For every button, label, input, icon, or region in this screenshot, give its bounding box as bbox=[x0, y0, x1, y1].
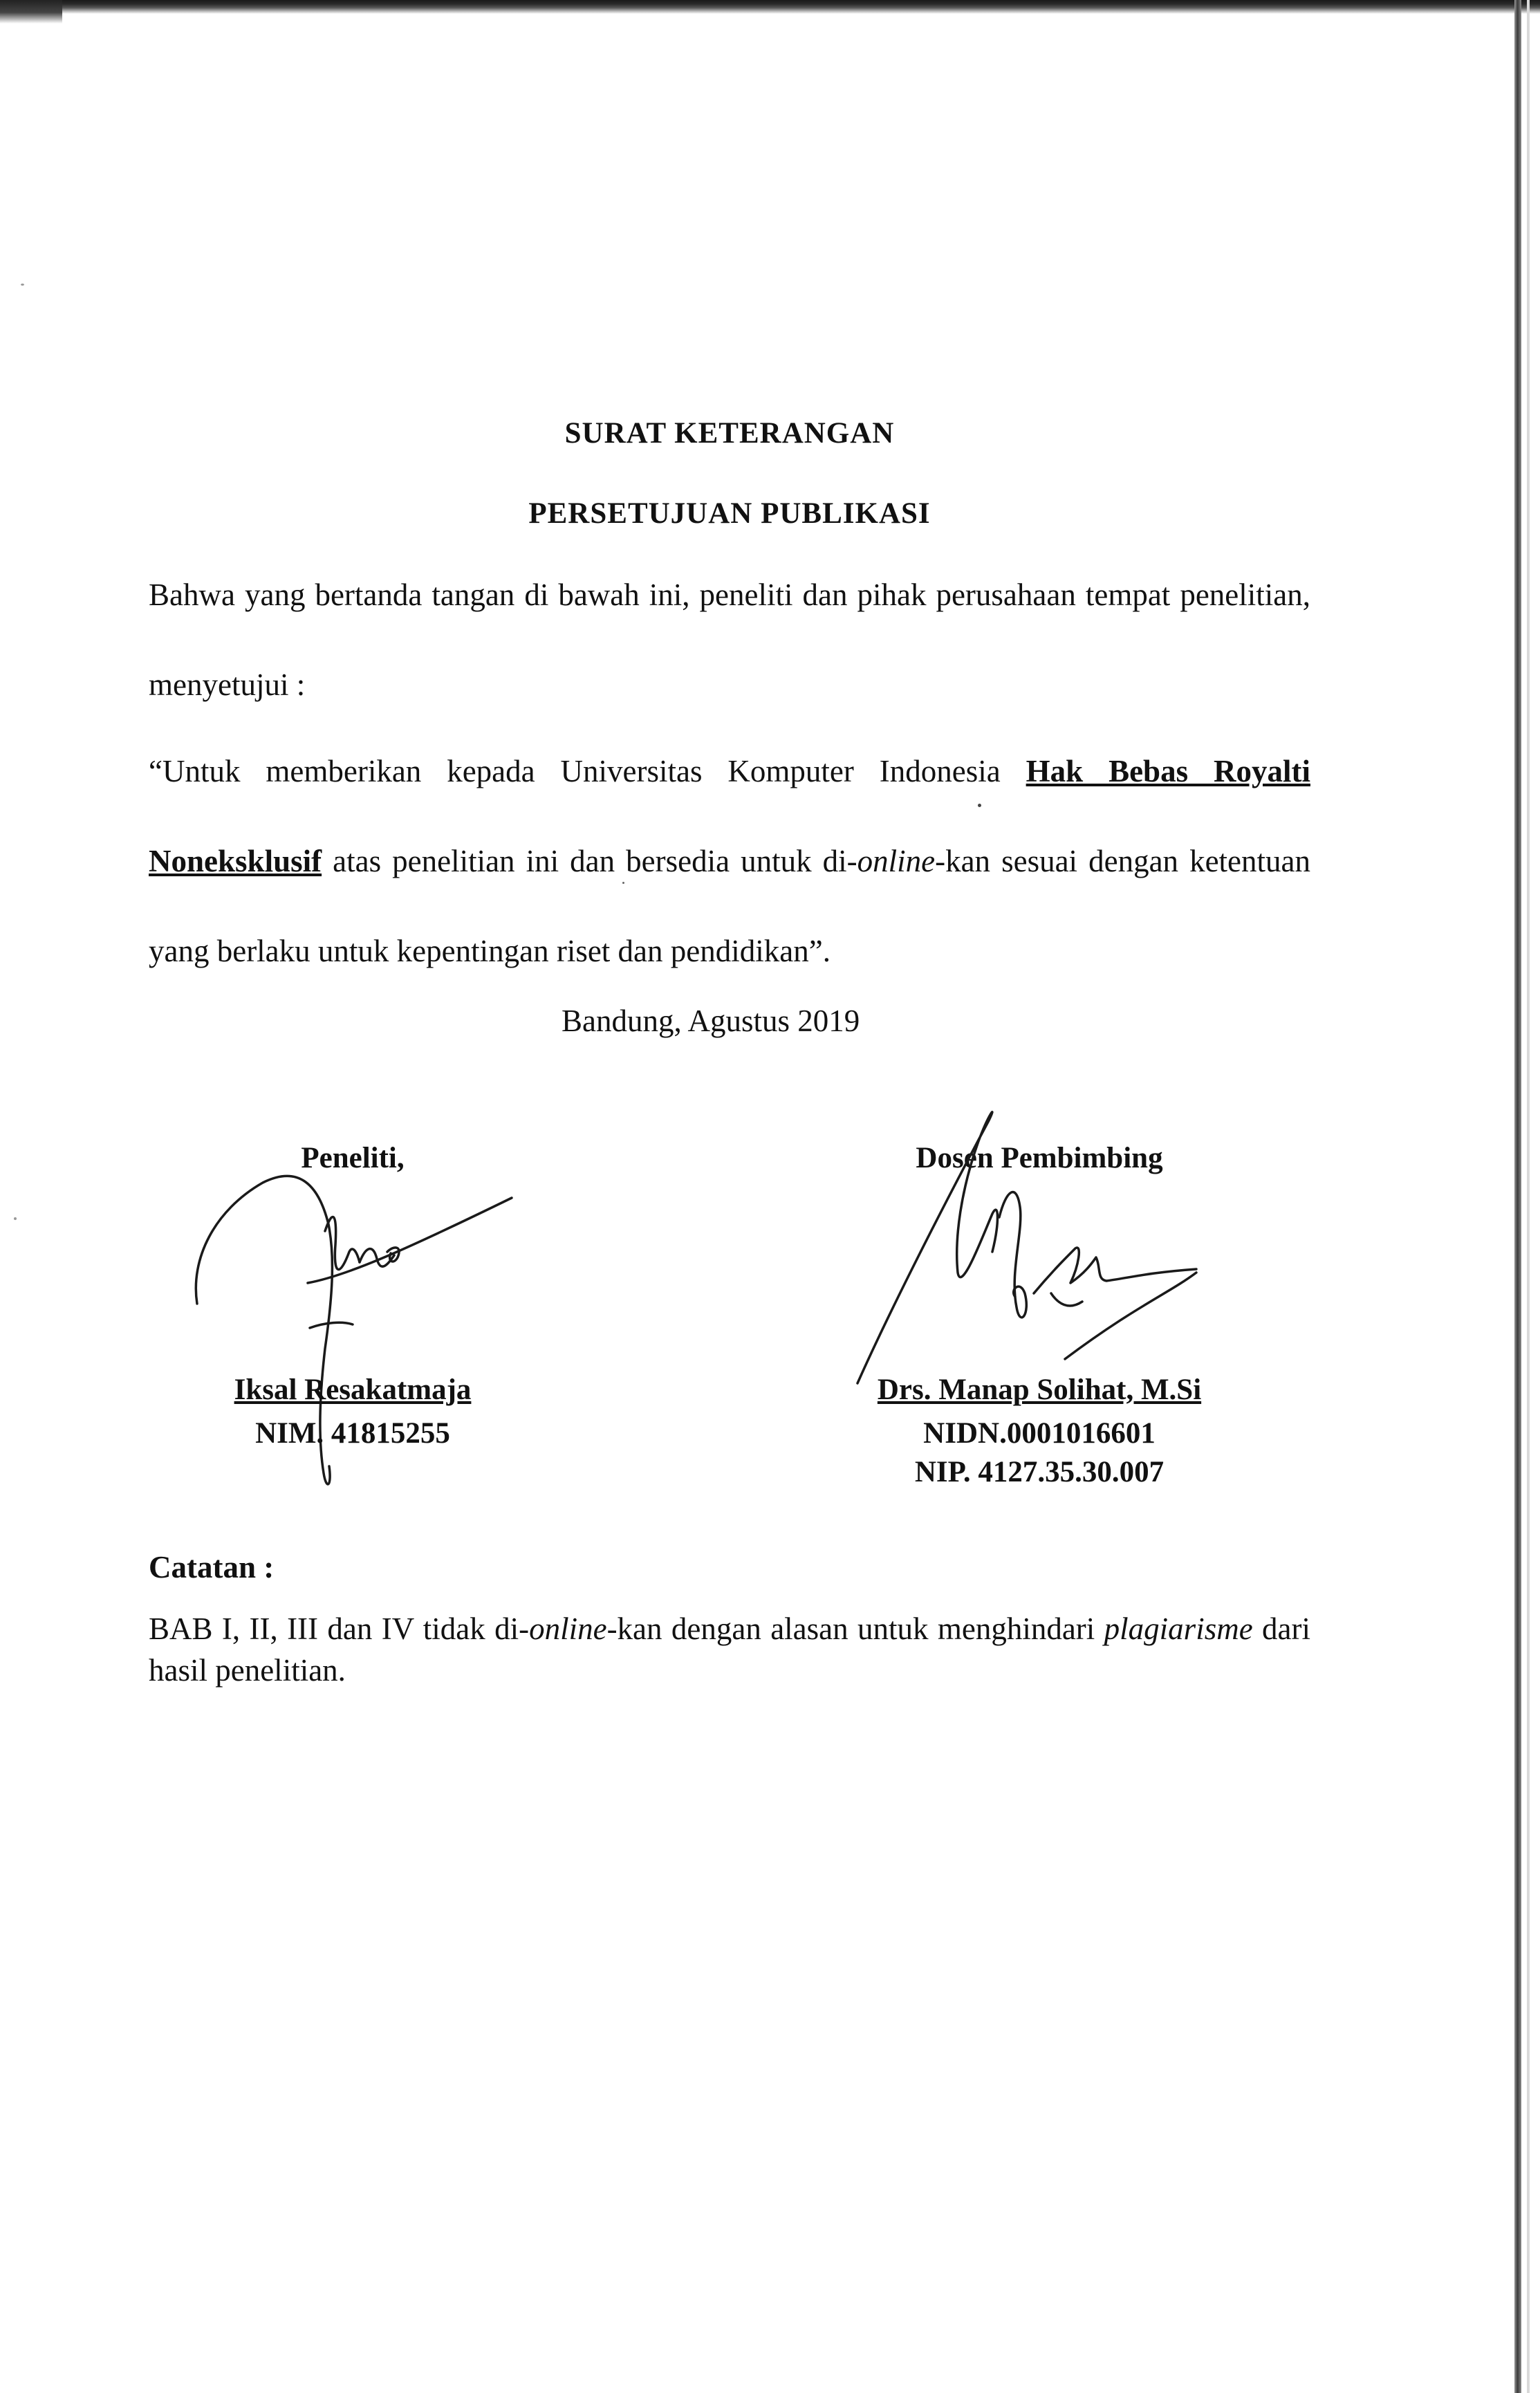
note-text-end: dari hasil penelitian. bbox=[149, 1611, 1311, 1688]
intro-paragraph: Bahwa yang bertanda tangan di bawah ini, peneliti dan pihak perusahaan tempat penelitian, menyetujui : bbox=[149, 578, 1310, 702]
consent-text-end: -kan sesuai dengan ketentuan yang berlaku untuk kepentingan riset dan pendidikan”. bbox=[149, 844, 1310, 968]
scan-edge-right-light bbox=[1527, 0, 1530, 2393]
plagiarism-term: plagiarisme bbox=[1104, 1611, 1253, 1646]
scan-speck bbox=[21, 284, 24, 286]
consent-text-middle: atas penelitian ini dan bersedia untuk di- bbox=[322, 844, 857, 878]
scan-edge-top bbox=[0, 0, 1540, 14]
scan-corner-shadow bbox=[0, 0, 62, 24]
researcher-role: Peneliti, bbox=[301, 1142, 405, 1174]
supervisor-signature bbox=[844, 1086, 1217, 1404]
researcher-name: Iksal Resakatmaja bbox=[234, 1374, 472, 1406]
place-date: Bandung, Agustus 2019 bbox=[562, 1004, 860, 1038]
document-subtitle: PERSETUJUAN PUBLIKASI bbox=[528, 497, 931, 530]
supervisor-name: Drs. Manap Solihat, M.Si bbox=[877, 1374, 1202, 1406]
note-text bbox=[149, 1608, 1310, 1691]
consent-text-start: “Untuk memberikan kepada Universitas Komputer Indonesia bbox=[149, 754, 1026, 788]
note-text-start: BAB I, II, III dan IV tidak di- bbox=[149, 1611, 530, 1646]
scan-edge-right bbox=[1514, 0, 1521, 2393]
online-term: online bbox=[857, 844, 936, 878]
supervisor-nip: NIP. 4127.35.30.007 bbox=[914, 1456, 1165, 1488]
supervisor-nidn: NIDN.0001016601 bbox=[923, 1417, 1156, 1450]
scan-speck bbox=[14, 1217, 17, 1220]
royalty-free-right: Hak Bebas Royalti Noneksklusif bbox=[149, 754, 1310, 878]
note-text-middle: -kan dengan alasan untuk menghindari bbox=[606, 1611, 1095, 1646]
note-heading: Catatan : bbox=[149, 1550, 275, 1584]
supervisor-role: Dosen Pembimbing bbox=[916, 1142, 1163, 1174]
note-online-term: online bbox=[529, 1611, 607, 1646]
document-title: SURAT KETERANGAN bbox=[564, 417, 895, 450]
researcher-signature bbox=[187, 1141, 519, 1515]
consent-statement bbox=[149, 726, 1310, 996]
researcher-nim: NIM. 41815255 bbox=[255, 1417, 450, 1450]
